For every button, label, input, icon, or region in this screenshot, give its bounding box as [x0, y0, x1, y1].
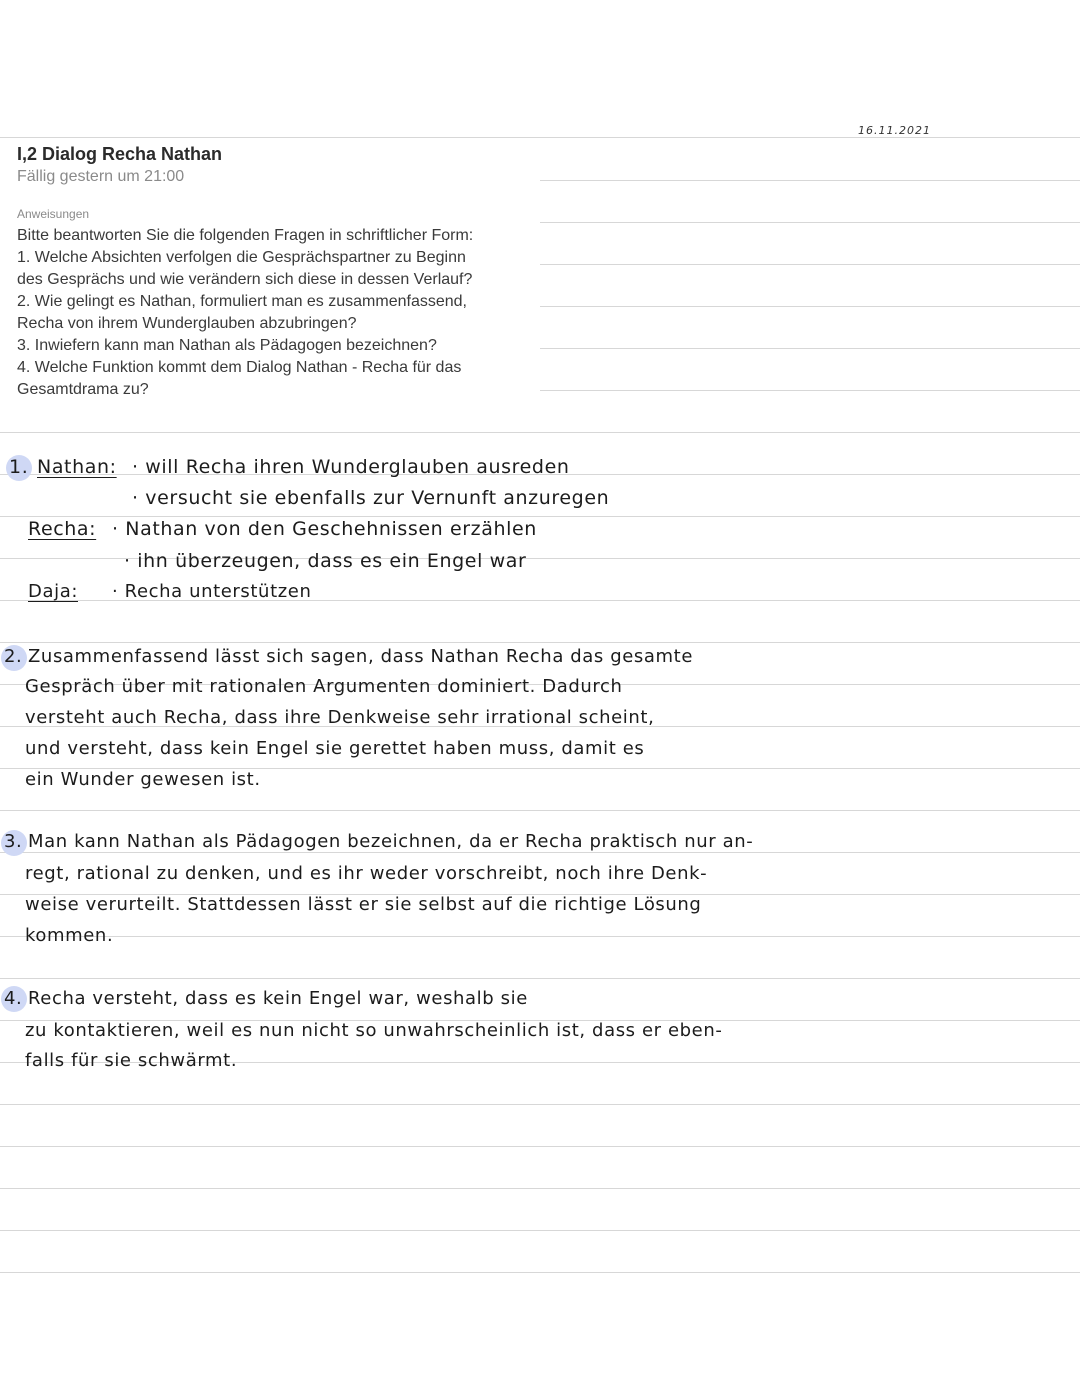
- instruction-line: Recha von ihrem Wunderglauben abzubringen?: [17, 315, 357, 332]
- instructions-label: Anweisungen: [17, 207, 90, 221]
- answer-line: Gespräch über mit rationalen Argumenten dominiert. Dadurch: [25, 676, 623, 697]
- speaker-label-nathan: Nathan:: [37, 456, 117, 478]
- instruction-line: Gesamtdrama zu?: [17, 381, 149, 398]
- answer-line: falls für sie schwärmt.: [25, 1050, 238, 1071]
- instruction-line: des Gesprächs und wie verändern sich diese in dessen Verlauf?: [17, 271, 473, 288]
- answer-line: kommen.: [25, 925, 114, 946]
- assignment-due: Fällig gestern um 21:00: [17, 168, 185, 185]
- answer-line: · Recha unterstützen: [112, 581, 312, 602]
- instructions-text: [17, 225, 557, 401]
- speaker-label-recha: Recha:: [28, 518, 97, 540]
- answer-line: · Nathan von den Geschehnissen erzählen: [112, 518, 537, 540]
- answer-number: 1.: [9, 456, 29, 478]
- answer-line: versteht auch Recha, dass ihre Denkweise sehr irrational scheint,: [25, 707, 655, 728]
- answer-line: zu kontaktieren, weil es nun nicht so unwahrscheinlich ist, dass er eben-: [25, 1020, 723, 1041]
- answer-line: ein Wunder gewesen ist.: [25, 769, 261, 790]
- handwritten-date: 16.11.2021: [858, 124, 931, 137]
- instruction-line: Bitte beantworten Sie die folgenden Fragen in schriftlicher Form:: [17, 227, 474, 244]
- answer-number: 4.: [4, 988, 23, 1009]
- instruction-line: 4. Welche Funktion kommt dem Dialog Nathan - Recha für das: [17, 359, 462, 376]
- answer-number: 3.: [4, 831, 23, 852]
- answer-line: und versteht, dass kein Engel sie gerettet haben muss, damit es: [25, 738, 645, 759]
- instruction-line: 1. Welche Absichten verfolgen die Gesprächspartner zu Beginn: [17, 249, 466, 266]
- answer-line: Man kann Nathan als Pädagogen bezeichnen, da er Recha praktisch nur an-: [28, 831, 754, 852]
- answer-line: Zusammenfassend lässt sich sagen, dass Nathan Recha das gesamte: [28, 646, 693, 667]
- assignment-title: I,2 Dialog Recha Nathan: [17, 144, 223, 164]
- answer-line: · versucht sie ebenfalls zur Vernunft anzuregen: [132, 487, 610, 509]
- instruction-line: 3. Inwiefern kann man Nathan als Pädagogen bezeichnen?: [17, 337, 437, 354]
- speaker-label-daja: Daja:: [28, 581, 78, 602]
- answer-line: regt, rational zu denken, und es ihr weder vorschreibt, noch ihre Denk-: [25, 863, 708, 884]
- instruction-line: 2. Wie gelingt es Nathan, formuliert man es zusammenfassend,: [17, 293, 467, 310]
- answer-line: · ihn überzeugen, dass es ein Engel war: [124, 550, 527, 572]
- answer-number: 2.: [4, 646, 23, 667]
- answer-line: · will Recha ihren Wunderglauben ausreden: [132, 456, 570, 478]
- answer-line: weise verurteilt. Stattdessen lässt er sie selbst auf die richtige Lösung: [25, 894, 702, 915]
- answer-line: Recha versteht, dass es kein Engel war, weshalb sie: [28, 988, 528, 1009]
